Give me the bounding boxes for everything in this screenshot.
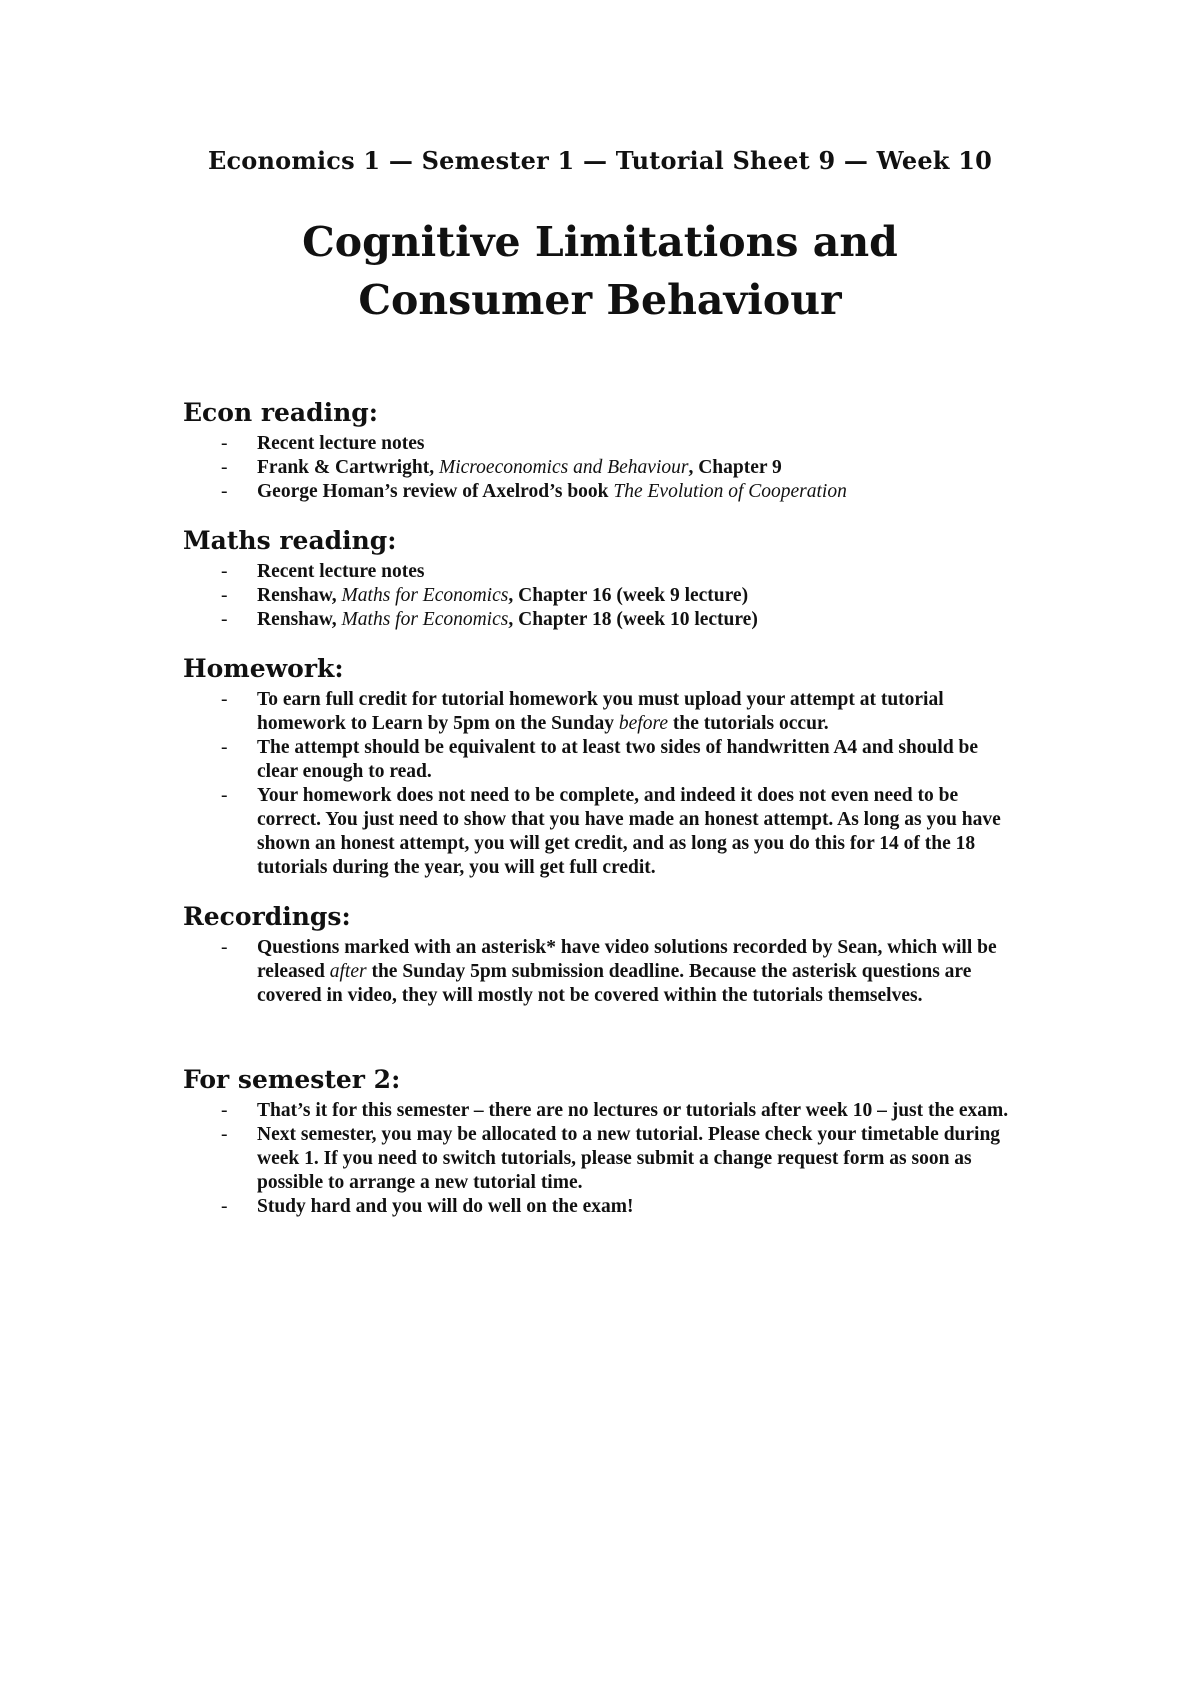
homework-list bbox=[183, 688, 1023, 880]
title-line-2: Consumer Behaviour bbox=[358, 276, 842, 324]
list-item: - The attempt should be equivalent to at least two sides of handwritten A4 and should be clear enough to read. bbox=[257, 736, 1017, 784]
list-item: - Next semester, you may be allocated to a new tutorial. Please check your timetable during week 1. If you need to switch tutorials, please submit a change request form as soon as possible to arrange a new tutorial time. bbox=[257, 1123, 1017, 1195]
list-item: - Frank & Cartwright, Microeconomics and Behaviour, Chapter 9 bbox=[257, 456, 1017, 480]
sheet-header: Economics 1 — Semester 1 — Tutorial Sheet 9 — Week 10 bbox=[208, 146, 992, 175]
list-item: - George Homan’s review of Axelrod’s book The Evolution of Cooperation bbox=[257, 480, 1017, 504]
semester-2-heading: For semester 2: bbox=[183, 1065, 401, 1094]
maths-reading-section bbox=[183, 524, 1023, 632]
econ-reading-heading: Econ reading: bbox=[183, 398, 378, 427]
list-item: - Renshaw, Maths for Economics, Chapter 16 (week 9 lecture) bbox=[257, 584, 1017, 608]
recordings-list bbox=[183, 936, 1023, 1008]
homework-section bbox=[183, 652, 1023, 880]
homework-heading: Homework: bbox=[183, 654, 344, 683]
recordings-section bbox=[183, 900, 1023, 1008]
semester-2-section bbox=[183, 1063, 1023, 1219]
list-item: - That’s it for this semester – there are no lectures or tutorials after week 10 – just the exam. bbox=[257, 1099, 1017, 1123]
list-item: - To earn full credit for tutorial homework you must upload your attempt at tutorial homework to Learn by 5pm on the Sunday before the tutorials occur. bbox=[257, 688, 1017, 736]
list-item: - Recent lecture notes bbox=[257, 560, 1017, 584]
title-line-1: Cognitive Limitations and bbox=[302, 218, 898, 266]
list-item: - Renshaw, Maths for Economics, Chapter 18 (week 10 lecture) bbox=[257, 608, 1017, 632]
maths-reading-heading: Maths reading: bbox=[183, 526, 397, 555]
econ-reading-section bbox=[183, 396, 1023, 504]
list-item: - Study hard and you will do well on the exam! bbox=[257, 1195, 1017, 1219]
list-item: - Recent lecture notes bbox=[257, 432, 1017, 456]
list-item: - Questions marked with an asterisk* have video solutions recorded by Sean, which will be released after the Sunday 5pm submission deadline. Because the asterisk questions are covered in video, they will mostly not be covered within the tutorials themselves. bbox=[257, 936, 1017, 1008]
semester-2-list bbox=[183, 1099, 1023, 1219]
econ-reading-list bbox=[183, 432, 1023, 504]
maths-reading-list bbox=[183, 560, 1023, 632]
page-title bbox=[0, 213, 1200, 329]
list-item: - Your homework does not need to be complete, and indeed it does not even need to be correct. You just need to show that you have made an honest attempt. As long as you have shown an honest attempt, you will get credit, and as long as you do this for 14 of the 18 tutorials during the year, you will get full credit. bbox=[257, 784, 1017, 880]
recordings-heading: Recordings: bbox=[183, 902, 351, 931]
